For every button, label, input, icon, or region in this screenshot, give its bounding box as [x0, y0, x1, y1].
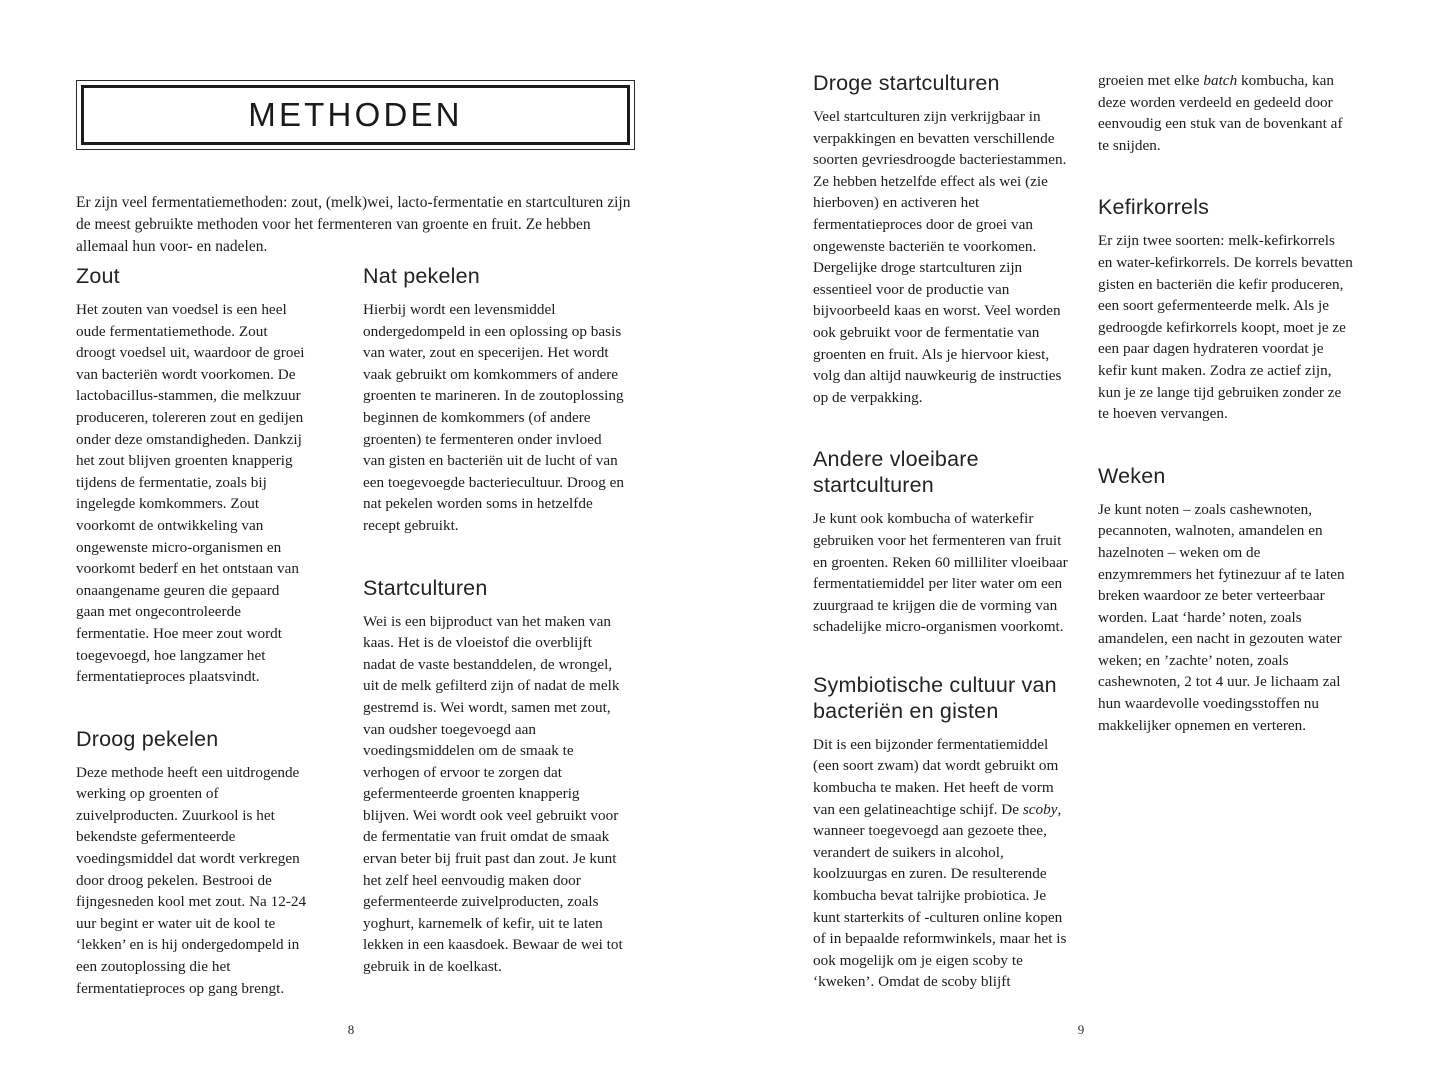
section-heading-andere-vloeibare-startculturen: Andere vloeibare startculturen — [813, 447, 979, 498]
scoby-text-after: , wanneer toegevoegd aan gezoete thee, verandert de suikers in alcohol, koolzuurgas en zuren. De resulterende kombucha bevat talrijke probiotica. Je kunt starterkits of -culturen online kopen of in bepaalde reformwinkels, maar het is ook mogelijk om je eigen scoby te ‘kweken’. Omdat de scoby blijft — [813, 800, 1067, 991]
column-four — [1098, 70, 1353, 736]
section-heading-nat-pekelen: Nat pekelen — [363, 264, 480, 288]
section-body-nat-pekelen: Hierbij wordt een levensmiddel ondergedompeld in een oplossing op basis van water, zout en specerijen. Het wordt vaak gebruikt om komkommers of andere groenten te marineren. In de zoutoplossing beginnen de komkommers (of andere groenten) te fermenteren onder invloed van gisten en bacteriën uit de lucht of van een toegevoegde bacteriecultuur. Droog en nat pekelen worden soms in hetzelfde recept gebruikt. — [363, 301, 625, 534]
section-spacer — [1098, 156, 1353, 194]
section-spacer — [813, 408, 1075, 446]
section-heading-droog-pekelen: Droog pekelen — [76, 726, 219, 751]
column-two — [363, 263, 625, 978]
batch-italic-term: batch — [1203, 72, 1238, 89]
section-body-droge-startculturen: Veel startculturen zijn verkrijgbaar in verpakkingen en bevatten verschillende soorten gevriesdroogde bacteriestammen. Ze hebben hetzelfde effect als wei (zie hierboven) en activeren het fermentatieproces door de groei van ongewenste bacteriën te voorkomen. Dergelijke droge startculturen zijn essentieel voor de productie van bijvoorbeeld kaas en worst. Veel worden ook gebruikt voor de fermentatie van groenten en fruit. Als je hiervoor kiest, volg dan altijd nauwkeurig de instructies op de verpakking. — [813, 108, 1067, 406]
section-body-symbiotische-continuation — [1098, 70, 1353, 156]
chapter-title-inner-border — [81, 85, 630, 145]
section-body-symbiotische-cultuur — [813, 734, 1075, 993]
section-spacer — [363, 537, 625, 575]
page-number-left: 8 — [347, 1022, 355, 1037]
section-heading-kefirkorrels: Kefirkorrels — [1098, 195, 1210, 220]
chapter-title-frame — [76, 80, 635, 150]
section-body-kefirkorrels: Er zijn twee soorten: melk-kefirkorrels en water-kefirkorrels. De korrels bevatten gisten en bacteriën die kefir produceren, een soort gefermenteerde melk. Als je gedroogde kefirkorrels koopt, moet je ze een paar dagen hydrateren voordat je kefir kunt maken. Zodra ze actief zijn, kun je ze lange tijd gebruiken zonder ze te hoeven vervangen. — [1098, 232, 1353, 423]
column-three — [813, 70, 1075, 993]
section-body-weken: Je kunt noten – zoals cashewnoten, pecannoten, walnoten, amandelen en hazelnoten – weken om de enzymremmers het fytinezuur af te laten breken waardoor ze beter verteerbaar worden. Laat ‘harde’ noten, zoals amandelen, een nacht in gezouten water weken; en ’zachte’ noten, zoals cashewnoten, 2 tot 4 uur. Je lichaam zal hun waardevolle voedingsstoffen nu makkelijker opnemen en verteren. — [1098, 500, 1345, 734]
section-heading-symbiotische-cultuur: Symbiotische cultuur van bacteriën en gisten — [813, 672, 1057, 723]
scoby-italic-term: scoby — [1022, 800, 1058, 818]
batch-text-before: groeien met elke — [1098, 72, 1204, 89]
section-spacer — [76, 688, 308, 726]
section-heading-startculturen: Startculturen — [363, 575, 488, 600]
section-body-droog-pekelen: Deze methode heeft een uitdrogende werking op groenten of zuivelproducten. Zuurkool is het bekendste gefermenteerde voedingsmiddel dat wordt verkregen door droog pekelen. Bestrooi de fijngesneden kool met zout. Na 12-24 uur begint er water uit de kool te ‘lekken’ en is hij ondergedompeld in een zoutoplossing die het fermentatieproces op gang brengt. — [76, 763, 307, 997]
page-title: METHODEN — [248, 95, 463, 133]
intro-paragraph: Er zijn veel fermentatiemethoden: zout, (melk)wei, lacto-fermentatie en startculturen zijn de meest gebruikte methoden voor het fermenteren van groente en fruit. Ze hebben allemaal hun voor- en nadelen. — [76, 194, 631, 256]
section-heading-zout: Zout — [76, 264, 120, 288]
page-number-right: 9 — [1077, 1022, 1085, 1037]
section-body-andere-vloeibare-startculturen: Je kunt ook kombucha of waterkefir gebruiken voor het fermenteren van fruit en groenten. Reken 60 milliliter vloeibaar fermentatiemiddel per liter water om een zuurgraad te krijgen die de vorming van schadelijke micro-organismen voorkomt. — [813, 510, 1068, 636]
section-heading-droge-startculturen: Droge startculturen — [813, 71, 1000, 95]
column-one — [76, 263, 308, 999]
batch-text-after: kombucha, kan deze worden verdeeld en gedeeld door eenvoudig een stuk van de bovenkant af te snijden. — [1098, 72, 1343, 154]
section-heading-weken: Weken — [1098, 463, 1166, 488]
section-spacer — [813, 638, 1075, 672]
section-body-zout: Het zouten van voedsel is een heel oude fermentatiemethode. Zout droogt voedsel uit, waardoor de groei van bacteriën wordt voorkomen. De lactobacillus-stammen, die melkzuur produceren, tolereren zout en gedijen onder deze omstandigheden. Dankzij het zout blijven groenten knapperig tijdens de fermentatie, zoals bij ingelegde komkommers. Zout voorkomt de ontwikkeling van ongewenste micro-organismen en voorkomt bederf en het ontstaan van onaangename geuren die gepaard gaan met ongecontroleerde fermentatie. Hoe meer zout wordt toegevoegd, hoe langzamer het fermentatieproces plaatsvindt. — [76, 301, 305, 686]
scoby-text-before: Dit is een bijzonder fermentatiemiddel (een soort zwam) dat wordt gebruikt om kombucha te maken. Het heeft de vorm van een gelatineachtige schijf. De — [813, 735, 1059, 818]
section-spacer — [1098, 425, 1353, 463]
section-body-startculturen: Wei is een bijproduct van het maken van kaas. Het is de vloeistof die overblijft nadat de vaste bestanddelen, de wrongel, uit de melk gefilterd zijn of nadat de melk gestremd is. Wei wordt, samen met zout, van oudsher toegevoegd aan voedingsmiddelen om de smaak te verhogen of ervoor te zorgen dat gefermenteerde groenten knapperig blijven. Wei wordt ook veel gebruikt voor de fermentatie van fruit omdat de smaak ervan beter bij fruit past dan zout. Je kunt het zelf heel eenvoudig maken door gefermenteerde zuivelproducten, zoals yoghurt, karnemelk of kefir, uit te laten lekken in een kaasdoek. Bewaar de wei tot gebruik in de koelkast. — [363, 612, 623, 976]
